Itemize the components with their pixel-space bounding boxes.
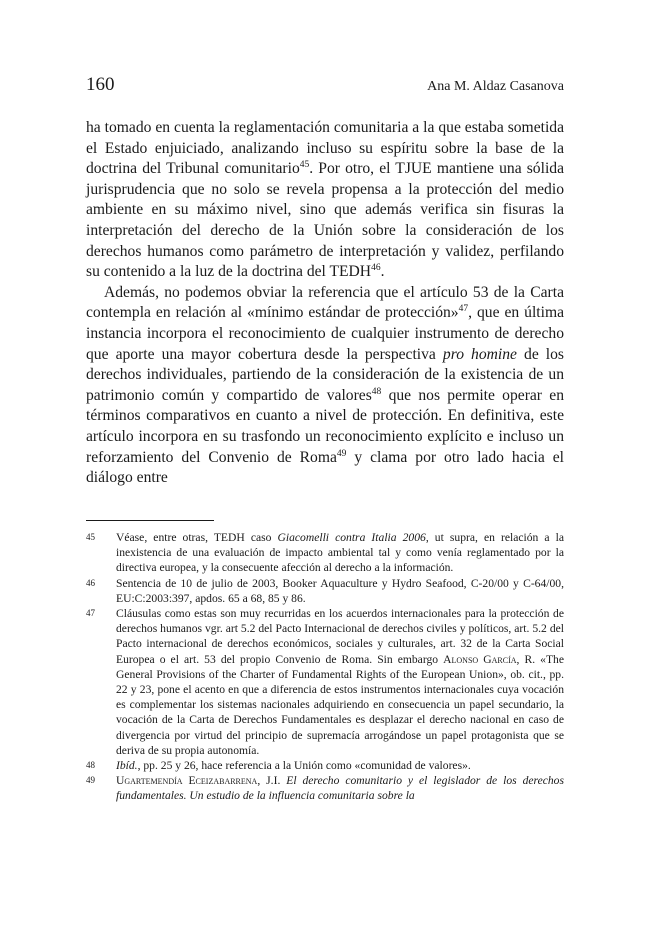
footnote-ref[interactable]: 47 (458, 304, 469, 315)
footnotes (86, 530, 564, 804)
footnote-ref[interactable]: 49 (336, 448, 347, 459)
footnote-separator (86, 520, 214, 521)
footnote-45: 45 Véase, entre otras, TEDH caso Giacomelli contra Italia 2006, ut supra, en relación a la inexistencia de una evaluación de impacto ambiental tal y como venía reglamentado por la directiva europea, y la consecuente afección al derecho a la información. (86, 531, 564, 575)
footnote-number: 49 (86, 775, 95, 786)
footnote-48: 48 Ibíd., pp. 25 y 26, hace referencia a la Unión como «comunidad de valores». (86, 759, 471, 773)
italic-term: pro homine (442, 345, 517, 363)
author-name: Ugartemendía Eceizabarrena (116, 774, 258, 788)
footnote-number: 48 (86, 760, 95, 771)
paragraph: Además, no podemos obviar la referencia que el artículo 53 de la Carta contempla en relación al «mínimo estándar de protección»$^{47}$, que en última instancia incorpora el reconocimiento de cualquier instrumento de derecho que aporte una mayor cobertura desde la perspectiva pro homine de los derechos individuales, partiendo de la consideración de la existencia de un patrimonio común y compartido de valores$^{48}$ que nos permite operar en términos comparativos en cuanto a nivel de protección. En definitiva, este artículo incorpora en su trasfondo un reconocimiento explícito e incluso un reforzamiento del Convenio de Roma$^{49}$ y clama por otro lado hacia el diálogo entre (86, 283, 565, 487)
body-text (86, 118, 564, 489)
running-head-author: Ana M. Aldaz Casanova (427, 79, 564, 94)
footnote-49: 49 Ugartemendía Eceizabarrena, J.I. El derecho comunitario y el legislador de los derechos fundamentales. Un estudio de la influencia comunitaria sobre la (86, 774, 564, 803)
page-header (86, 74, 564, 96)
page-number: 160 (86, 74, 115, 95)
footnote-number: 47 (86, 608, 95, 619)
footnote-46: 46 Sentencia de 10 de julio de 2003, Booker Aquaculture y Hydro Seafood, C-20/00 y C-64/00, EU:C:2003:397, apdos. 65 a 68, 85 y 86. (86, 576, 564, 605)
paragraph: ha tomado en cuenta la reglamentación comunitaria a la que estaba sometida el Estado enjuiciado, analizando incluso su espíritu sobre la base de la doctrina del Tribunal comunitario$^{45}$. Por otro, el TJUE mantiene una sólida jurisprudencia que no solo se revela propensa a la protección del medio ambiente en su máximo nivel, sino que además verifica sin fisuras la interpretación del derecho de la Unión sobre la consideración de los derechos humanos como parámetro de interpretación y validez, perfilando su contenido a la luz de la doctrina del TEDH$^{46}$. (86, 119, 564, 281)
author-name: Alonso García (443, 652, 517, 666)
footnote-number: 45 (86, 532, 95, 542)
footnote-ref[interactable]: 48 (371, 386, 382, 397)
footnote-ref[interactable]: 46 (371, 262, 381, 273)
footnote-47: 47 Cláusulas como estas son muy recurridas en los acuerdos internacionales para la protección de derechos humanos vgr. art 5.2 del Pacto Internacional de derechos civiles y políticos, art. 5.2 del Pacto internacional de derechos económicos, sociales y culturales, art. 32 de la Carta Social Europea o el art. 53 del propio Convenio de Roma. Sin embargo Alonso García, R. «The General Provisions of the Charter of Fundamental Rights of the European Union», ob. cit., pp. 22 y 23, pone el acento en que a diferencia de estos instrumentos internacionales cuya vocación es complementar los sistemas nacionales adquiriendo en consecuencia un papel secundario, la vocación de la Carta de Derechos Fundamentales es desplazar el derecho nacional en caso de divergencia por virtud del principio de supremacía arrogándose un papel protagonista que se deriva de su propia autonomía. (86, 607, 564, 757)
footnote-number: 46 (86, 577, 95, 588)
footnote-ref[interactable]: 45 (299, 160, 310, 170)
